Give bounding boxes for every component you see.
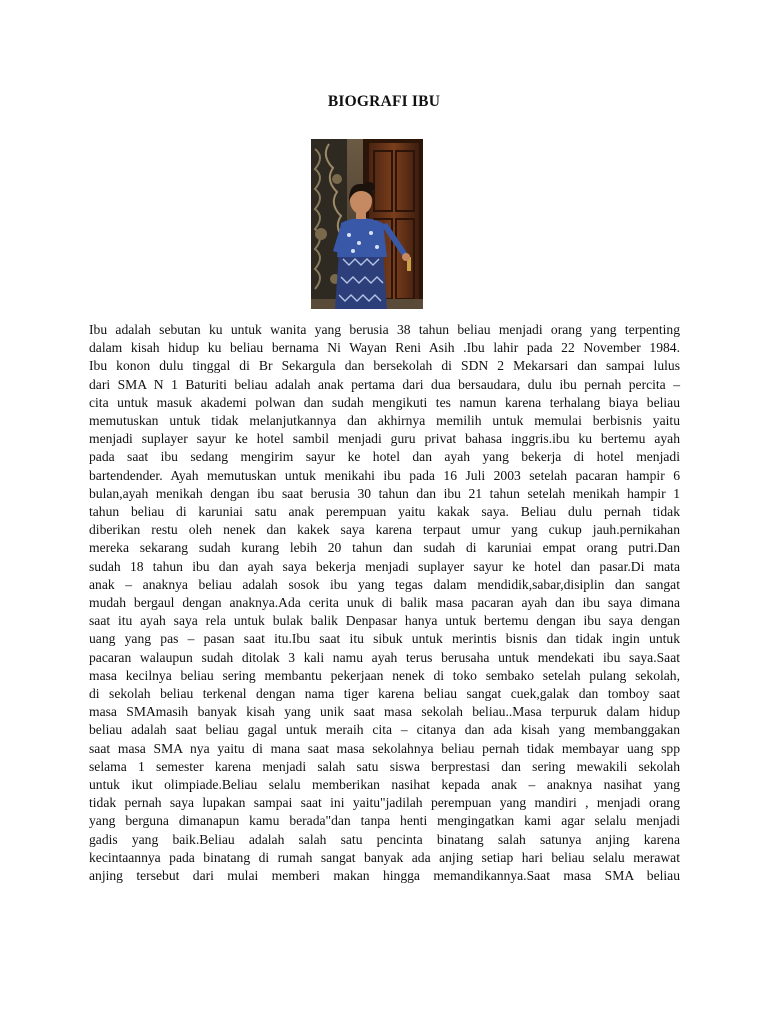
portrait-photo (311, 139, 423, 309)
paragraph-line: saat masa SMA nya yaitu di mana saat masa sekolahnya beliau pernah tidak membayar uang spp (89, 740, 680, 756)
paragraph-line: beliau adalah saat beliau gagal untuk meraih cita – citanya dan ada kisah yang membanggakan (89, 722, 680, 738)
biography-paragraph (89, 321, 680, 885)
paragraph-line: untuk ikut olimpiade.Beliau selalu memberikan nasihat kepada anak – anaknya nasihat yang (89, 777, 680, 793)
paragraph-line: memutuskan untuk tidak melanjutkannya dan akhirnya memilih untuk memulai berbisnis yaitu (89, 413, 680, 429)
paragraph-line: Ibu konon dulu tinggal di Br Sekargula dan bersekolah di SDN 2 Mekarsari dan sampai lulus (89, 358, 680, 374)
paragraph-line: tahun beliau di karuniai satu anak perempuan yaitu kakak saya. Beliau dulu pernah tidak (89, 504, 680, 520)
paragraph-line: yang berguna dimanapun kamu berada"dan tanpa henti mengingatkan kami agar selalu menjadi (89, 813, 680, 829)
paragraph-line: di sekolah beliau terkenal dengan nama tiger karena beliau sangat cuek,galak dan tomboy saat (89, 686, 680, 702)
paragraph-line: gadis yang baik.Beliau adalah salah satu pencinta binatang salah satunya anjing karena (89, 831, 680, 847)
paragraph-line: selama 1 semester karena menjadi salah satu siswa berprestasi dan sering mewakili sekolah (89, 758, 680, 774)
paragraph-line: mudah bergaul dengan anaknya.Ada cerita unuk di balik masa pacaran ayah dan ibu saya dimana (89, 595, 680, 611)
paragraph-line: bulan,ayah menikah dengan ibu saat berusia 30 tahun dan ibu 21 tahun setelah menikah hampir 1 (89, 485, 680, 501)
paragraph-line: uang yang pas – pasan saat itu.Ibu saat itu sibuk untuk merintis bisnis dan tidak ingin untuk (89, 631, 680, 647)
document-title: BIOGRAFI IBU (327, 93, 441, 110)
paragraph-line: saat itu ayah saya rela untuk bulak balik Denpasar hanya untuk bertemu dengan ibu saya dengan (89, 613, 680, 629)
paragraph-line: Ibu adalah sebutan ku untuk wanita yang berusia 38 tahun beliau menjadi orang yang terpenting (89, 322, 680, 337)
paragraph-line: anjing tersebut dari mulai memberi makan hingga memandikannya.Saat masa SMA beliau (89, 868, 680, 884)
paragraph-line: dari SMA N 1 Baturiti beliau adalah anak pertama dari dua bersaudara, dulu ibu pernah percita – (89, 376, 680, 392)
paragraph-line: kecintaannya pada binatang di rumah sangat banyak ada anjing setiap hari beliau selalu merawat (89, 849, 680, 865)
paragraph-line: pada saat ibu sedang mengirim sayur ke hotel dan ayah yang bekerja di hotel menjadi (89, 449, 680, 465)
paragraph-line: anak – anaknya beliau adalah sosok ibu yang tegas dalam mendidik,sabar,disiplin dan sangat (89, 576, 680, 592)
paragraph-line: sudah 18 tahun ibu dan ayah saya bekerja menjadi suplayer sayur ke hotel dan pasar.Di mata (89, 558, 680, 574)
paragraph-line: bartendender. Ayah memutuskan untuk menikahi ibu pada 16 Juli 2003 setelah pacaran hampir 6 (89, 467, 680, 483)
paragraph-line: mereka sekarang sudah kurang lebih 20 tahun dan sudah di karuniai empat orang putri.Dan (89, 540, 680, 556)
paragraph-line: masa kecilnya beliau sering membantu pekerjaan nenek di toko sembako setelah pulang sekolah, (89, 667, 680, 683)
paragraph-line: diberikan restu oleh nenek dan kakek saya karena terpaut umur yang cukup jauh.pernikahan (89, 522, 680, 538)
paragraph-line: dalam kisah hidup ku beliau bernama Ni Wayan Reni Asih .Ibu lahir pada 22 November 1984. (89, 340, 680, 356)
paragraph-line: pacaran walaupun sudah ditolak 3 kali namu ayah terus berusaha untuk mendekati ibu saya.Saat (89, 649, 680, 665)
paragraph-line: tidak pernah saya lupakan sampai saat ini yaitu"jadilah perempuan yang mandiri , menjadi orang (89, 795, 680, 811)
paragraph-line: menjadi suplayer sayur ke hotel sambil menjadi guru privat bahasa inggris.ibu ku bertemu ayah (89, 431, 680, 447)
paragraph-line: masa SMAmasih banyak kisah yang unik saat masa sekolah beliau..Masa terpuruk dalam hidup (89, 704, 680, 720)
paragraph-line: cita untuk masuk akademi polwan dan sudah mengikuti tes namun karena terhalang biaya beliau (89, 394, 680, 410)
